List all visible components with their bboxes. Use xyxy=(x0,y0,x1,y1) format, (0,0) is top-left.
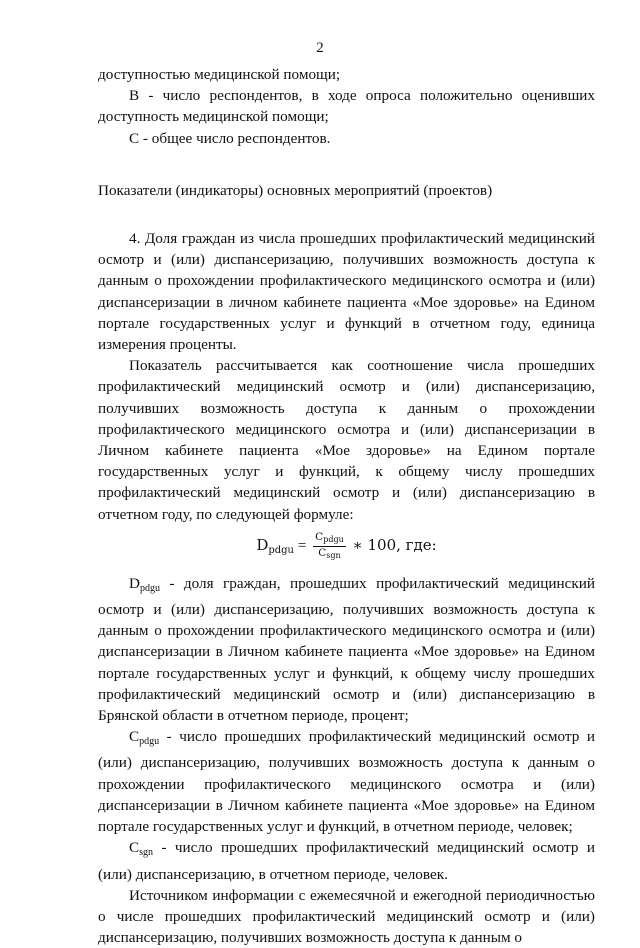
continuation-line: доступностью медицинской помощи; xyxy=(98,66,341,83)
calculation-description: Показатель рассчитывается как соотношение числа прошедших профилактический медицинский осмотр и (или) диспансеризацию, получивших возможность доступа к данным о прохождении профилактического медицинского осмотра и (или) диспансеризации в Личном кабинете пациента «Мое здоровье» на Едином портале государственных услуг и функций, к общему числу прошедших профилактический медицинский осмотр и (или) диспансеризацию в отчетном году, по следующей формуле: xyxy=(98,357,595,523)
symbol-c-sgn: $C_{sgn}$ xyxy=(129,839,154,859)
formula-fraction xyxy=(313,531,346,562)
definition-c-pdgu: $C_{pdgu}$ - число прошедших профилактический медицинский осмотр и (или) диспансеризацию, получивших возможность доступа к данным о прохождении профилактического медицинского осмотра и (или) диспансеризации в Личном кабинете пациента «Мое здоровье» на Едином портале государственных услуг и функций, в отчетном периоде, человек; xyxy=(98,728,595,836)
symbol-d: $D_{pdgu}$ xyxy=(129,574,160,594)
formula-tail: ∗ 100, где: xyxy=(352,535,437,554)
document-body xyxy=(98,64,595,948)
definition-c-total: С - общее число респондентов. xyxy=(129,129,331,147)
formula-numerator: Cpdgu xyxy=(313,531,346,547)
indicator-4-paragraph: 4. Доля граждан из числа прошедших профилактический медицинский осмотр и (или) диспансеризацию, получивших возможность доступа к данным о прохождении профилактического медицинского осмотра и (или) диспансеризации в личном кабинете пациента «Мое здоровье» на Едином портале государственных услуг и функций в отчетном году, единица измерения проценты. xyxy=(98,230,595,354)
formula-equals: = xyxy=(297,536,307,554)
formula-denominator: Csgn xyxy=(318,546,341,560)
definition-b: В - число респондентов, в ходе опроса положительно оценивших доступность медицинской помощи; xyxy=(98,87,595,126)
symbol-c-pdgu: $C_{pdgu}$ xyxy=(129,728,160,748)
section-heading: Показатели (индикаторы) основных мероприятий (проектов) xyxy=(98,181,493,199)
definition-c-sgn: $C_{sgn}$ - число прошедших профилактический медицинский осмотр и (или) диспансеризацию, в отчетном периоде, человек. xyxy=(98,839,595,883)
formula xyxy=(98,531,595,565)
definition-d-pdgu: $D_{pdgu}$ - доля граждан, прошедших профилактический медицинский осмотр и (или) диспансеризацию, получивших возможность доступа к данным о прохождении профилактического медицинского осмотра и (или) диспансеризации в Личном кабинете пациента «Мое здоровье» на Едином портале государственных услуг и функций, к общему числу прошедших профилактический медицинский осмотр и (или) диспансеризацию в Брянской области в отчетном периоде, процент; xyxy=(98,574,595,725)
formula-lhs: $D_{pdgu}$ xyxy=(256,535,294,556)
page-number: 2 xyxy=(316,40,324,56)
source-info-paragraph: Источником информации с ежемесячной и ежегодной периодичностью о числе прошедших профилактический медицинский осмотр и (или) диспансеризацию, получивших возможность доступа к данным о xyxy=(98,886,595,947)
